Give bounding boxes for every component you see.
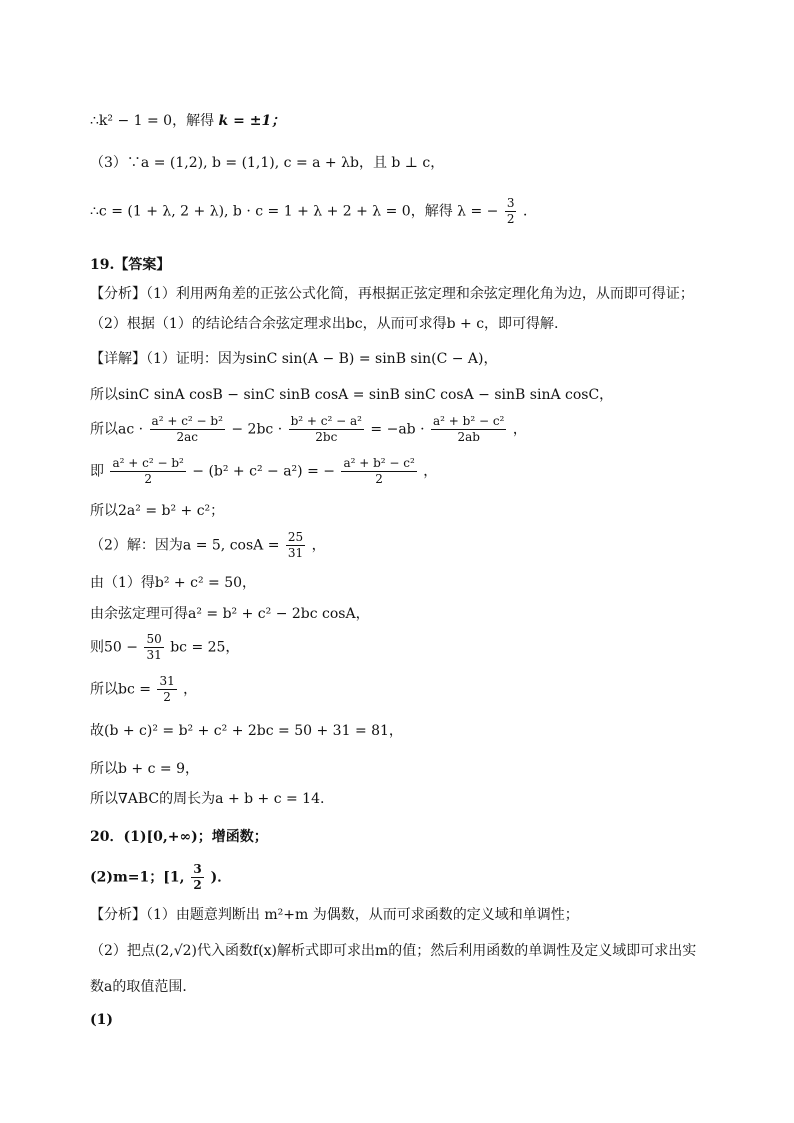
numerator: b² + c² − a² xyxy=(290,414,362,428)
line-lambda xyxy=(90,196,734,227)
text: ． xyxy=(522,203,537,220)
denominator: 2 xyxy=(163,690,171,704)
fraction xyxy=(191,862,203,893)
fraction xyxy=(286,530,305,561)
numerator: a² + b² − c² xyxy=(433,414,505,428)
numerator: 25 xyxy=(287,530,304,544)
step-line-11: 所以b + c = 9， xyxy=(90,761,199,777)
denominator: 31 xyxy=(287,546,304,560)
step-line-2 xyxy=(90,414,734,445)
analysis-line-2: （2）根据（1）的结论结合余弦定理求出bc，从而可求得b + c，即可得解. xyxy=(90,316,559,332)
text: 所以bc = xyxy=(90,681,151,698)
text: 所以ac · xyxy=(90,421,144,438)
text: （2）解：因为a = 5, cosA = xyxy=(90,537,280,554)
text: bc = 25， xyxy=(170,639,240,656)
fraction xyxy=(341,456,416,487)
step-line-10: 故(b + c)² = b² + c² + 2bc = 50 + 31 = 81， xyxy=(90,723,403,739)
fraction xyxy=(431,414,506,445)
text: ， xyxy=(183,681,198,698)
denominator: 31 xyxy=(146,648,162,662)
step-line-5 xyxy=(90,530,734,561)
fraction xyxy=(505,196,517,227)
denominator: 2ac xyxy=(176,430,198,444)
line-k-equation xyxy=(90,110,734,130)
text: (2)m=1；[1, xyxy=(90,869,185,886)
question-20-answer-1: 20．(1)[0,+∞)；增函数； xyxy=(90,829,268,845)
fraction xyxy=(150,414,225,445)
step-line-7: 由余弦定理可得a² = b² + c² − 2bc cosA， xyxy=(90,606,370,622)
denominator: 2ab xyxy=(457,430,480,444)
step-line-9 xyxy=(90,674,734,705)
fraction xyxy=(157,674,176,705)
numerator: a² + c² − b² xyxy=(151,414,223,428)
step-line-1: 所以sinC sinA cosB − sinC sinB cosA = sinB sinC cosA − sinB sinA cosC， xyxy=(90,387,614,403)
numerator: 50 xyxy=(146,632,162,646)
detail-line-1: 【详解】（1）证明：因为sinC sin(A − B) = sinB sin(C − A)， xyxy=(90,351,498,367)
step-line-4: 所以2a² = b² + c²； xyxy=(90,503,225,519)
fraction xyxy=(289,414,364,445)
text: ， xyxy=(512,421,527,438)
text: ， xyxy=(311,537,326,554)
denominator: 2 xyxy=(506,212,515,226)
numerator: a² + b² − c² xyxy=(343,456,415,470)
text: 则50 − xyxy=(90,639,138,656)
analysis-line-5: 数a的取值范围． xyxy=(90,979,197,995)
denominator: 2 xyxy=(144,472,152,486)
denominator: 2 xyxy=(375,472,383,486)
part-1-label: (1) xyxy=(90,1012,113,1028)
text: k = ±1； xyxy=(218,113,286,129)
analysis-line-3: 【分析】（1）由题意判断出 m²+m 为偶数，从而可求函数的定义域和单调性； xyxy=(90,907,579,923)
text: )． xyxy=(210,869,232,886)
question-19-answer: 19.【答案】 xyxy=(90,257,171,273)
step-line-6: 由（1）得b² + c² = 50， xyxy=(90,575,257,591)
line-vectors: （3）∵a = (1,2), b = (1,1), c = a + λb，且 b ⊥ c， xyxy=(90,155,445,171)
text: ∴c = (1 + λ, 2 + λ), b · c = 1 + λ + 2 + λ = 0，解得 λ = − xyxy=(90,203,499,220)
numerator: 31 xyxy=(159,674,175,688)
step-line-3 xyxy=(90,456,734,487)
fraction xyxy=(110,456,185,487)
denominator: 2bc xyxy=(315,430,338,444)
fraction xyxy=(144,632,163,663)
numerator: a² + c² − b² xyxy=(112,456,184,470)
text: ， xyxy=(423,463,438,480)
question-20-answer-2 xyxy=(90,862,734,893)
text: ∴k² − 1 = 0，解得 xyxy=(90,113,215,129)
text: − 2bc · xyxy=(231,421,283,438)
step-line-12: 所以∇ABC的周长为a + b + c = 14. xyxy=(90,791,325,807)
text: = −ab · xyxy=(370,421,425,438)
step-line-8 xyxy=(90,632,734,663)
text: − (b² + c² − a²) = − xyxy=(192,463,335,480)
numerator: 3 xyxy=(193,862,202,876)
denominator: 2 xyxy=(193,878,202,892)
analysis-line-1: 【分析】（1）利用两角差的正弦公式化简，再根据正弦定理和余弦定理化角为边，从而即可得证； xyxy=(90,286,694,302)
analysis-line-4: （2）把点(2,√2)代入函数f(x)解析式即可求出m的值；然后利用函数的单调性及定义域即可求出实 xyxy=(90,943,697,959)
text: 即 xyxy=(90,463,104,480)
numerator: 3 xyxy=(506,196,515,210)
